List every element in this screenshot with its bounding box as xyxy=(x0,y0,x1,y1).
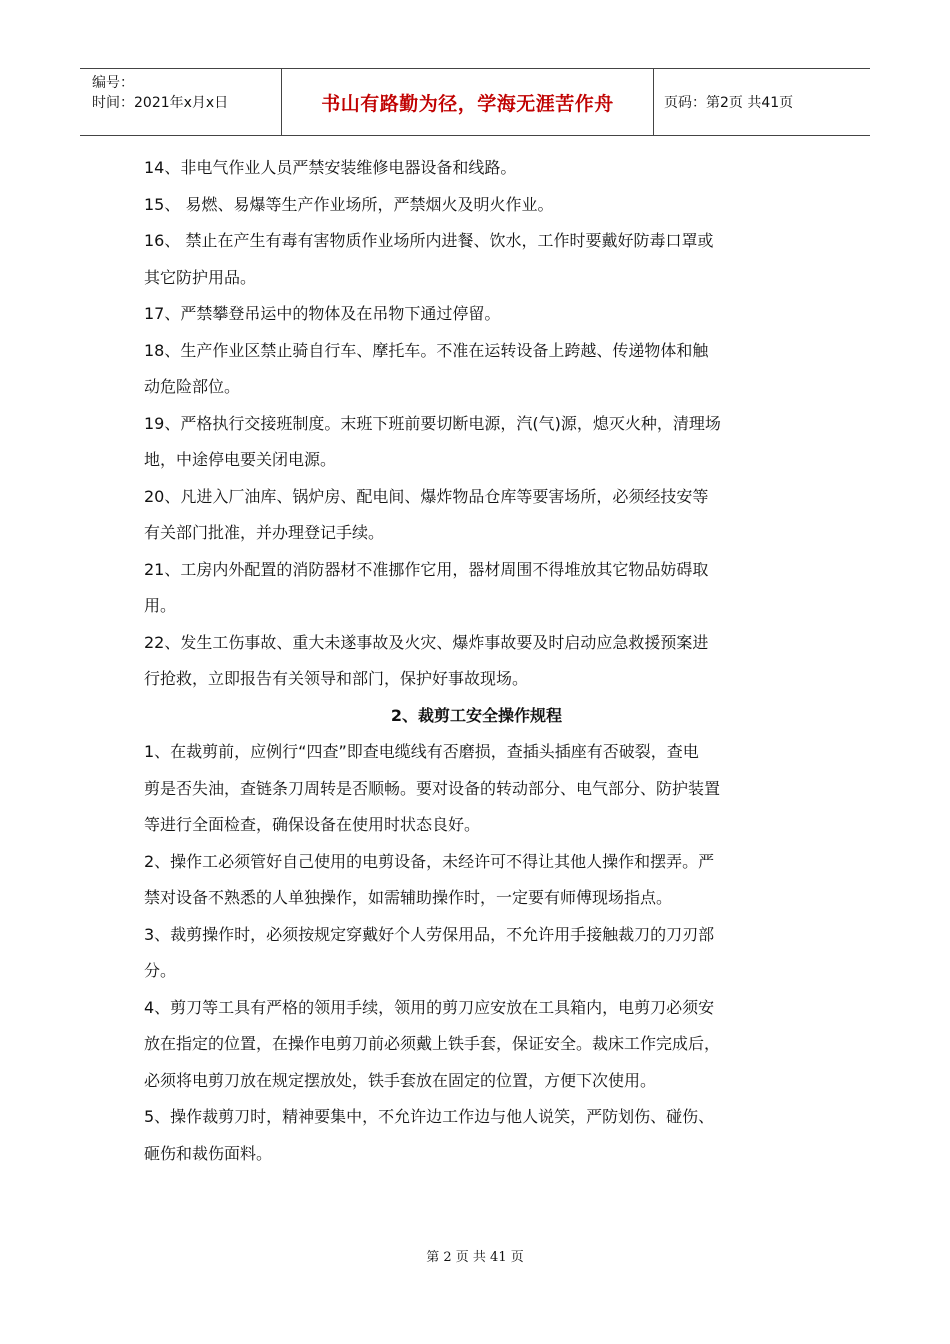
paragraph-line: 地，中途停电要关闭电源。 xyxy=(144,450,337,469)
safety-rules-list xyxy=(144,150,809,698)
paragraph-line: 4、剪刀等工具有严格的领用手续，领用的剪刀应安放在工具箱内，电剪刀必须安 xyxy=(144,997,715,1017)
paragraph-line: 20、凡进入厂油库、锅炉房、配电间、爆炸物品仓库等要害场所，必须经技安等 xyxy=(144,486,709,506)
paragraph-line: 18、生产作业区禁止骑自行车、摩托车。不准在运转设备上跨越、传递物体和触 xyxy=(144,340,709,360)
paragraph-line: 14、非电气作业人员严禁安装维修电器设备和线路。 xyxy=(144,158,517,177)
header-motto: 书山有路勤为径，学海无涯苦作舟 xyxy=(321,92,614,115)
paragraph-line: 5、操作裁剪刀时，精神要集中，不允许边工作边与他人说笑，严防划伤、碰伤、 xyxy=(144,1107,715,1126)
paragraph-line: 必须将电剪刀放在规定摆放处，铁手套放在固定的位置，方便下次使用。 xyxy=(144,1070,657,1090)
paragraph-line: 1、在裁剪前，应例行“四查”即查电缆线有否磨损，查插头插座有否破裂，查电 xyxy=(144,742,699,761)
paragraph-line: 其它防护用品。 xyxy=(144,267,257,287)
header-meta xyxy=(80,69,282,135)
document-body xyxy=(144,150,809,1172)
paragraph-line: 砸伤和裁伤面料。 xyxy=(144,1143,273,1163)
paragraph-line: 15、 易燃、易爆等生产作业场所，严禁烟火及明火作业。 xyxy=(144,194,554,214)
cutting-rules-list xyxy=(144,734,809,1172)
paragraph-line: 分。 xyxy=(144,961,177,980)
paragraph-line: 3、裁剪操作时，必须按规定穿戴好个人劳保用品，不允许用手接触裁刀的刀刃部 xyxy=(144,924,715,944)
paragraph-line: 禁对设备不熟悉的人单独操作，如需辅助操作时，一定要有师傅现场指点。 xyxy=(144,888,673,907)
paragraph-line: 有关部门批准，并办理登记手续。 xyxy=(144,523,385,542)
paragraph-line: 16、 禁止在产生有毒有害物质作业场所内进餐、饮水，工作时要戴好防毒口罩或 xyxy=(144,231,714,250)
header-motto-cell xyxy=(282,69,654,135)
paragraph-line: 行抢救，立即报告有关领导和部门，保护好事故现场。 xyxy=(144,669,529,688)
document-time-label: 时间：2021年x月x日 xyxy=(92,95,229,111)
paragraph-line: 21、工房内外配置的消防器材不准挪作它用，器材周围不得堆放其它物品妨碍取 xyxy=(144,559,709,579)
paragraph-line: 动危险部位。 xyxy=(144,377,241,396)
paragraph-line: 19、严格执行交接班制度。末班下班前要切断电源，汽(气)源，熄灭火种，清理场 xyxy=(144,413,721,433)
document-number-label: 编号： xyxy=(92,75,134,91)
paragraph-line: 17、严禁攀登吊运中的物体及在吊物下通过停留。 xyxy=(144,304,501,323)
paragraph-line: 2、操作工必须管好自己使用的电剪设备，未经许可不得让其他人操作和摆弄。严 xyxy=(144,851,715,871)
paragraph-line: 用。 xyxy=(144,596,177,615)
section-title: 2、裁剪工安全操作规程 xyxy=(390,705,563,725)
page-info-text: 页码：第2页 共41页 xyxy=(664,95,794,111)
paragraph-line: 放在指定的位置，在操作电剪刀前必须戴上铁手套，保证安全。裁床工作完成后， xyxy=(144,1034,721,1053)
page-header xyxy=(80,68,870,136)
header-page-info xyxy=(654,69,870,135)
paragraph-line: 22、发生工伤事故、重大未遂事故及火灾、爆炸事故要及时启动应急救援预案进 xyxy=(144,632,709,652)
paragraph-line: 等进行全面检查，确保设备在使用时状态良好。 xyxy=(144,815,481,834)
paragraph-line: 剪是否失油，查链条刀周转是否顺畅。要对设备的转动部分、电气部分、防护装置 xyxy=(144,778,721,798)
page-footer: 第 2 页 共 41 页 xyxy=(426,1250,524,1265)
